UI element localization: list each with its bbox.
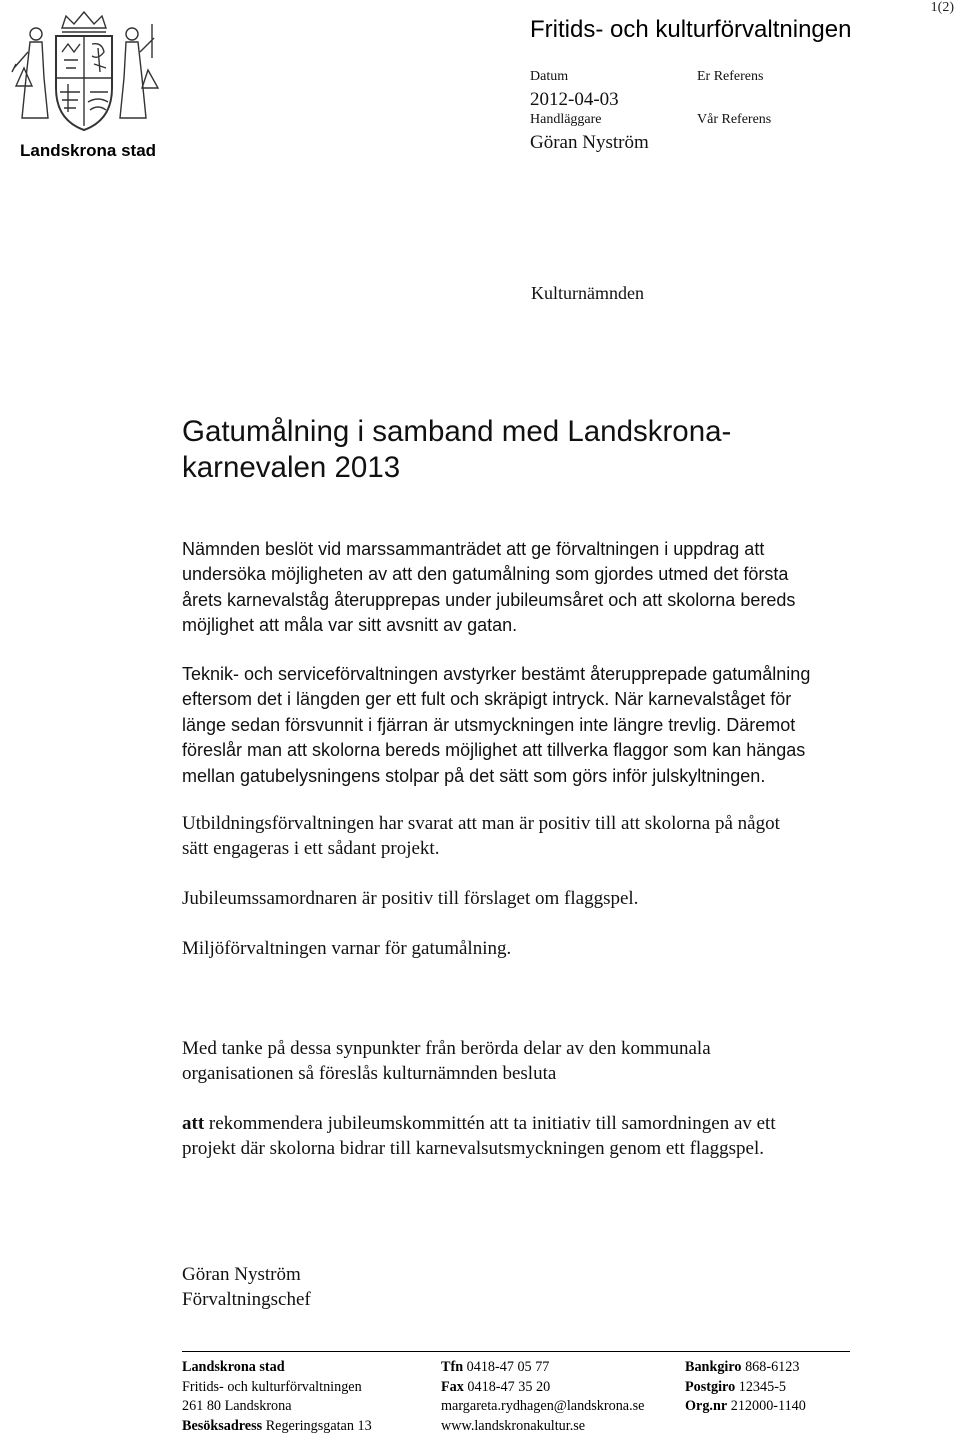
footer-orgnr: 212000-1140 (727, 1398, 806, 1414)
paragraph-line: Teknik- och serviceförvaltningen avstyrker bestämt återupprepade gatumålning (182, 662, 882, 687)
paragraph-2 (182, 662, 882, 789)
paragraph-line: Miljöförvaltningen varnar för gatumålning. (182, 936, 882, 961)
paragraph-line: Jubileumssamordnaren är positiv till förslaget om flaggspel. (182, 886, 882, 911)
footer-email[interactable]: margareta.rydhagen@landskrona.se (441, 1397, 644, 1417)
date-label: Datum (530, 69, 568, 85)
paragraph-6 (182, 1036, 882, 1086)
decision-text: rekommendera jubileumskommittén att ta initiativ till samordningen av ett (204, 1113, 775, 1134)
paragraph-3 (182, 811, 882, 861)
footer-divider (182, 1351, 850, 1352)
coat-of-arms-logo (8, 8, 160, 158)
footer-bankgiro: 868-6123 (742, 1359, 800, 1375)
signature-block (182, 1262, 311, 1312)
our-reference-label: Vår Referens (697, 112, 771, 128)
paragraph-1 (182, 537, 882, 639)
paragraph-line: Nämnden beslöt vid marssammanträdet att ge förvaltningen i uppdrag att (182, 537, 882, 562)
paragraph-line: Med tanke på dessa synpunkter från berörda delar av den kommunala (182, 1036, 882, 1061)
document-title (182, 414, 731, 486)
signature-name: Göran Nyström (182, 1262, 311, 1287)
paragraph-line (182, 1111, 882, 1136)
footer-fax-label: Fax (441, 1379, 464, 1395)
footer-fax: 0418-47 35 20 (464, 1379, 550, 1395)
title-line-1: Gatumålning i samband med Landskrona- (182, 414, 731, 450)
paragraph-line: föreslår man att skolorna bereds möjlighet att tillverka flaggor som kan hängas (182, 738, 882, 763)
paragraph-line: organisationen så föreslås kulturnämnden besluta (182, 1061, 882, 1086)
footer-address (182, 1358, 372, 1436)
handler-label: Handläggare (530, 112, 602, 128)
footer-postgiro-label: Postgiro (685, 1379, 735, 1395)
footer-org: Landskrona stad (182, 1359, 285, 1375)
paragraph-line: Utbildningsförvaltningen har svarat att man är positiv till att skolorna på något (182, 811, 882, 836)
footer-visit-label: Besöksadress (182, 1418, 262, 1434)
paragraph-line: eftersom det i längden ger ett fult och skräpigt intryck. När karnevalståget för (182, 687, 882, 712)
paragraph-4 (182, 886, 882, 911)
paragraph-line: sätt engageras i ett sådant projekt. (182, 836, 882, 861)
footer-website[interactable]: www.landskronakultur.se (441, 1417, 644, 1436)
department-title: Fritids- och kulturförvaltningen (530, 16, 851, 44)
handler-value: Göran Nyström (530, 132, 649, 154)
footer-postgiro: 12345-5 (735, 1379, 786, 1395)
paragraph-line: undersöka möjligheten av att den gatumålning som gjordes utmed det första (182, 562, 882, 587)
title-line-2: karnevalen 2013 (182, 450, 731, 486)
paragraph-5 (182, 936, 882, 961)
footer-phone: 0418-47 05 77 (463, 1359, 549, 1375)
footer-bankgiro-label: Bankgiro (685, 1359, 742, 1375)
page-number: 1(2) (931, 0, 954, 16)
footer-postal: 261 80 Landskrona (182, 1397, 372, 1417)
your-reference-label: Er Referens (697, 69, 763, 85)
date-value: 2012-04-03 (530, 89, 619, 111)
footer-phone-label: Tfn (441, 1359, 463, 1375)
footer-payment (685, 1358, 806, 1417)
paragraph-line: länge sedan försvunnit i fjärran är utsmyckningen inte längre trevlig. Däremot (182, 713, 882, 738)
paragraph-line: mellan gatubelysningens stolpar på det sätt som görs inför julskyltningen. (182, 764, 882, 789)
coat-of-arms-icon (8, 8, 160, 132)
paragraph-line: årets karnevalståg återupprepas under jubileumsåret och att skolorna bereds (182, 588, 882, 613)
decision-proposal (182, 1111, 882, 1161)
footer-visit-value: Regeringsgatan 13 (262, 1418, 372, 1434)
footer-contact (441, 1358, 644, 1436)
footer-dept: Fritids- och kulturförvaltningen (182, 1378, 372, 1398)
att-keyword: att (182, 1113, 204, 1134)
paragraph-line: möjlighet att måla var sitt avsnitt av gatan. (182, 613, 882, 638)
logo-text: Landskrona stad (20, 141, 156, 161)
signature-role: Förvaltningschef (182, 1287, 311, 1312)
paragraph-line: projekt där skolorna bidrar till karnevalsutsmyckningen genom ett flaggspel. (182, 1136, 882, 1161)
recipient: Kulturnämnden (531, 283, 644, 304)
footer-orgnr-label: Org.nr (685, 1398, 727, 1414)
